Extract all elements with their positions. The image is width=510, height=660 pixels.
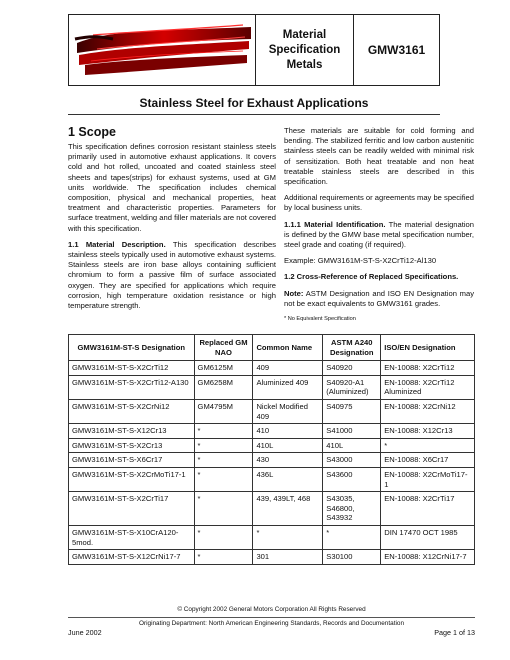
table-cell: EN-10088: X2CrTi17 — [381, 492, 475, 526]
table-cell: * — [194, 525, 253, 549]
table-cell: * — [194, 550, 253, 565]
table-cell: Nickel Modified 409 — [253, 399, 323, 423]
left-column — [68, 124, 276, 317]
table-cell: S30100 — [323, 550, 381, 565]
table-row — [69, 361, 475, 376]
table-row — [69, 550, 475, 565]
column-header: Replaced GM NAO — [194, 335, 253, 361]
table-row — [69, 467, 475, 491]
table-cell: 430 — [253, 453, 323, 468]
copyright-notice: © Copyright 2002 General Motors Corporation All Rights Reserved — [177, 606, 366, 613]
table-cell: 301 — [253, 550, 323, 565]
page-number: Page 1 of 13 — [434, 628, 475, 637]
title-line-3: Metals — [286, 58, 323, 71]
title-line-2: Specification — [268, 43, 341, 56]
table-cell: * — [381, 438, 475, 453]
column-header: ASTM A240 Designation — [323, 335, 381, 361]
note-label: Note: — [284, 288, 304, 298]
table-cell: * — [194, 424, 253, 439]
cross-reference-heading: 1.2 Cross-Reference of Replaced Specifications. — [284, 272, 459, 282]
table-cell: * — [253, 525, 323, 549]
table-row — [69, 492, 475, 526]
table-row — [69, 375, 475, 399]
material-identification-text: The material designation is defined by the GMW base metal specification number, steel grade and coating (if required). — [284, 219, 474, 250]
table-row — [69, 453, 475, 468]
table-cell: S41000 — [323, 424, 381, 439]
table-cell: DIN 17470 OCT 1985 — [381, 525, 475, 549]
table-cell: 439, 439LT, 468 — [253, 492, 323, 526]
table-cell: EN-10088: X12CrNi17-7 — [381, 550, 475, 565]
table-cell: GM6258M — [194, 375, 253, 399]
material-description-label: 1.1 Material Description. — [68, 239, 166, 249]
table-row — [69, 424, 475, 439]
table-cell: GMW3161M-ST-S-X2CrMoTi17-1 — [69, 467, 195, 491]
table-cell: GMW3161M-ST-S-X2CrTi12-A130 — [69, 375, 195, 399]
right-column — [284, 126, 474, 323]
scope-paragraph: This specification defines corrosion resistant stainless steels primarily used in automotive exhaust applications. It covers cold and hot rolled, uncoated and coated stainless steel sheets and tapes(strips) for exhaust systems, used at GM units worldwide. The specification includes chemical composition, physical and mechanical properties, heat treatment and characteristic properties. Parameters for surface treatment, welding and filler materials are not covered with this specification. — [68, 142, 276, 233]
table-cell: EN-10088: X2CrNi12 — [381, 399, 475, 423]
material-identification-paragraph — [284, 220, 474, 251]
table-cell: GMW3161M-ST-S-X6Cr17 — [69, 453, 195, 468]
table-cell: 410L — [253, 438, 323, 453]
table-cell: GM6125M — [194, 361, 253, 376]
table-cell: * — [194, 438, 253, 453]
column-header: GMW3161M-ST-S Designation — [69, 335, 195, 361]
table-cell: S40920 — [323, 361, 381, 376]
table-cell: EN-10088: X2CrTi12 — [381, 361, 475, 376]
column-header: ISO/EN Designation — [381, 335, 475, 361]
header-title — [256, 15, 354, 85]
scope-heading: 1 Scope — [68, 125, 116, 139]
issue-date: June 2002 — [68, 628, 102, 637]
page-footer — [68, 606, 475, 637]
originating-department: Originating Department: North American Engineering Standards, Records and Documentation — [139, 620, 404, 627]
table-cell: S43600 — [323, 467, 381, 491]
table-cell: * — [194, 492, 253, 526]
table-cell: EN-10088: X6Cr17 — [381, 453, 475, 468]
forming-paragraph: These materials are suitable for cold forming and bending. The stabilized ferritic and low carbon austenitic stainless steels can be readily welded with minimal risk of sensitization. Both heat treatable and non heat treatable stainless steels are described in this specification. — [284, 126, 474, 187]
table-cell: S40920-A1 (Aluminized) — [323, 375, 381, 399]
table-cell: 436L — [253, 467, 323, 491]
note-text: ASTM Designation and ISO EN Designation may not be exact equivalents to GMW3161 grades. — [284, 288, 474, 308]
table-cell: GMW3161M-ST-S-X2CrNi12 — [69, 399, 195, 423]
title-divider — [68, 114, 440, 115]
table-cell: GMW3161M-ST-S-X2CrTi17 — [69, 492, 195, 526]
designation-example: Example: GMW3161M-ST-S-X2CrTi12-Al130 — [284, 256, 437, 266]
table-cell: 410L — [323, 438, 381, 453]
table-cell: GMW3161M-ST-S-X2Cr13 — [69, 438, 195, 453]
material-description-text: This specification describes stainless steels typically used in automotive exhaust systems. Stainless steels are iron base alloys containing sufficient chromium to form a passive film of surface associated oxygen. They are specified for applications which require corrosion, high temperature oxidation resistance or high temperature strength. — [68, 239, 277, 311]
table-cell: * — [194, 453, 253, 468]
table-cell: GMW3161M-ST-S-X10CrA120-5mod. — [69, 525, 195, 549]
red-streak-logo — [73, 19, 251, 81]
additional-requirements-paragraph: Additional requirements or agreements may be specified by local business units. — [284, 193, 474, 213]
table-cell: S43035, S46800, S43932 — [323, 492, 381, 526]
table-cell: EN-10088: X2CrTi12 Aluminized — [381, 375, 475, 399]
table-row — [69, 525, 475, 549]
table-cell: S43000 — [323, 453, 381, 468]
column-header: Common Name — [253, 335, 323, 361]
footer-divider — [68, 617, 475, 618]
table-cell: Aluminized 409 — [253, 375, 323, 399]
table-cell: S40975 — [323, 399, 381, 423]
table-cell: GMW3161M-ST-S-X12Cr13 — [69, 424, 195, 439]
document-code: GMW3161 — [367, 43, 426, 57]
note-paragraph — [284, 289, 474, 309]
table-cell: GM4795M — [194, 399, 253, 423]
table-cell: 409 — [253, 361, 323, 376]
table-header-row — [69, 335, 475, 361]
footer-row — [68, 628, 475, 637]
table-row — [69, 399, 475, 423]
footnote: * No Equivalent Specification — [284, 316, 356, 323]
table-cell: 410 — [253, 424, 323, 439]
table-cell: EN-10088: X12Cr13 — [381, 424, 475, 439]
material-identification-label: 1.1.1 Material Identification. — [284, 219, 386, 229]
table-cell: * — [323, 525, 381, 549]
table-cell: GMW3161M-ST-S-X2CrTi12 — [69, 361, 195, 376]
table-cell: GMW3161M-ST-S-X12CrNi17-7 — [69, 550, 195, 565]
document-header — [68, 14, 440, 86]
logo-cell — [69, 15, 256, 85]
cross-reference-table — [68, 334, 475, 565]
document-title: Stainless Steel for Exhaust Applications — [139, 96, 369, 110]
table-cell: EN-10088: X2CrMoTi17-1 — [381, 467, 475, 491]
material-description-paragraph — [68, 240, 276, 311]
table-cell: * — [194, 467, 253, 491]
table-row — [69, 438, 475, 453]
title-line-1: Material — [282, 28, 327, 41]
